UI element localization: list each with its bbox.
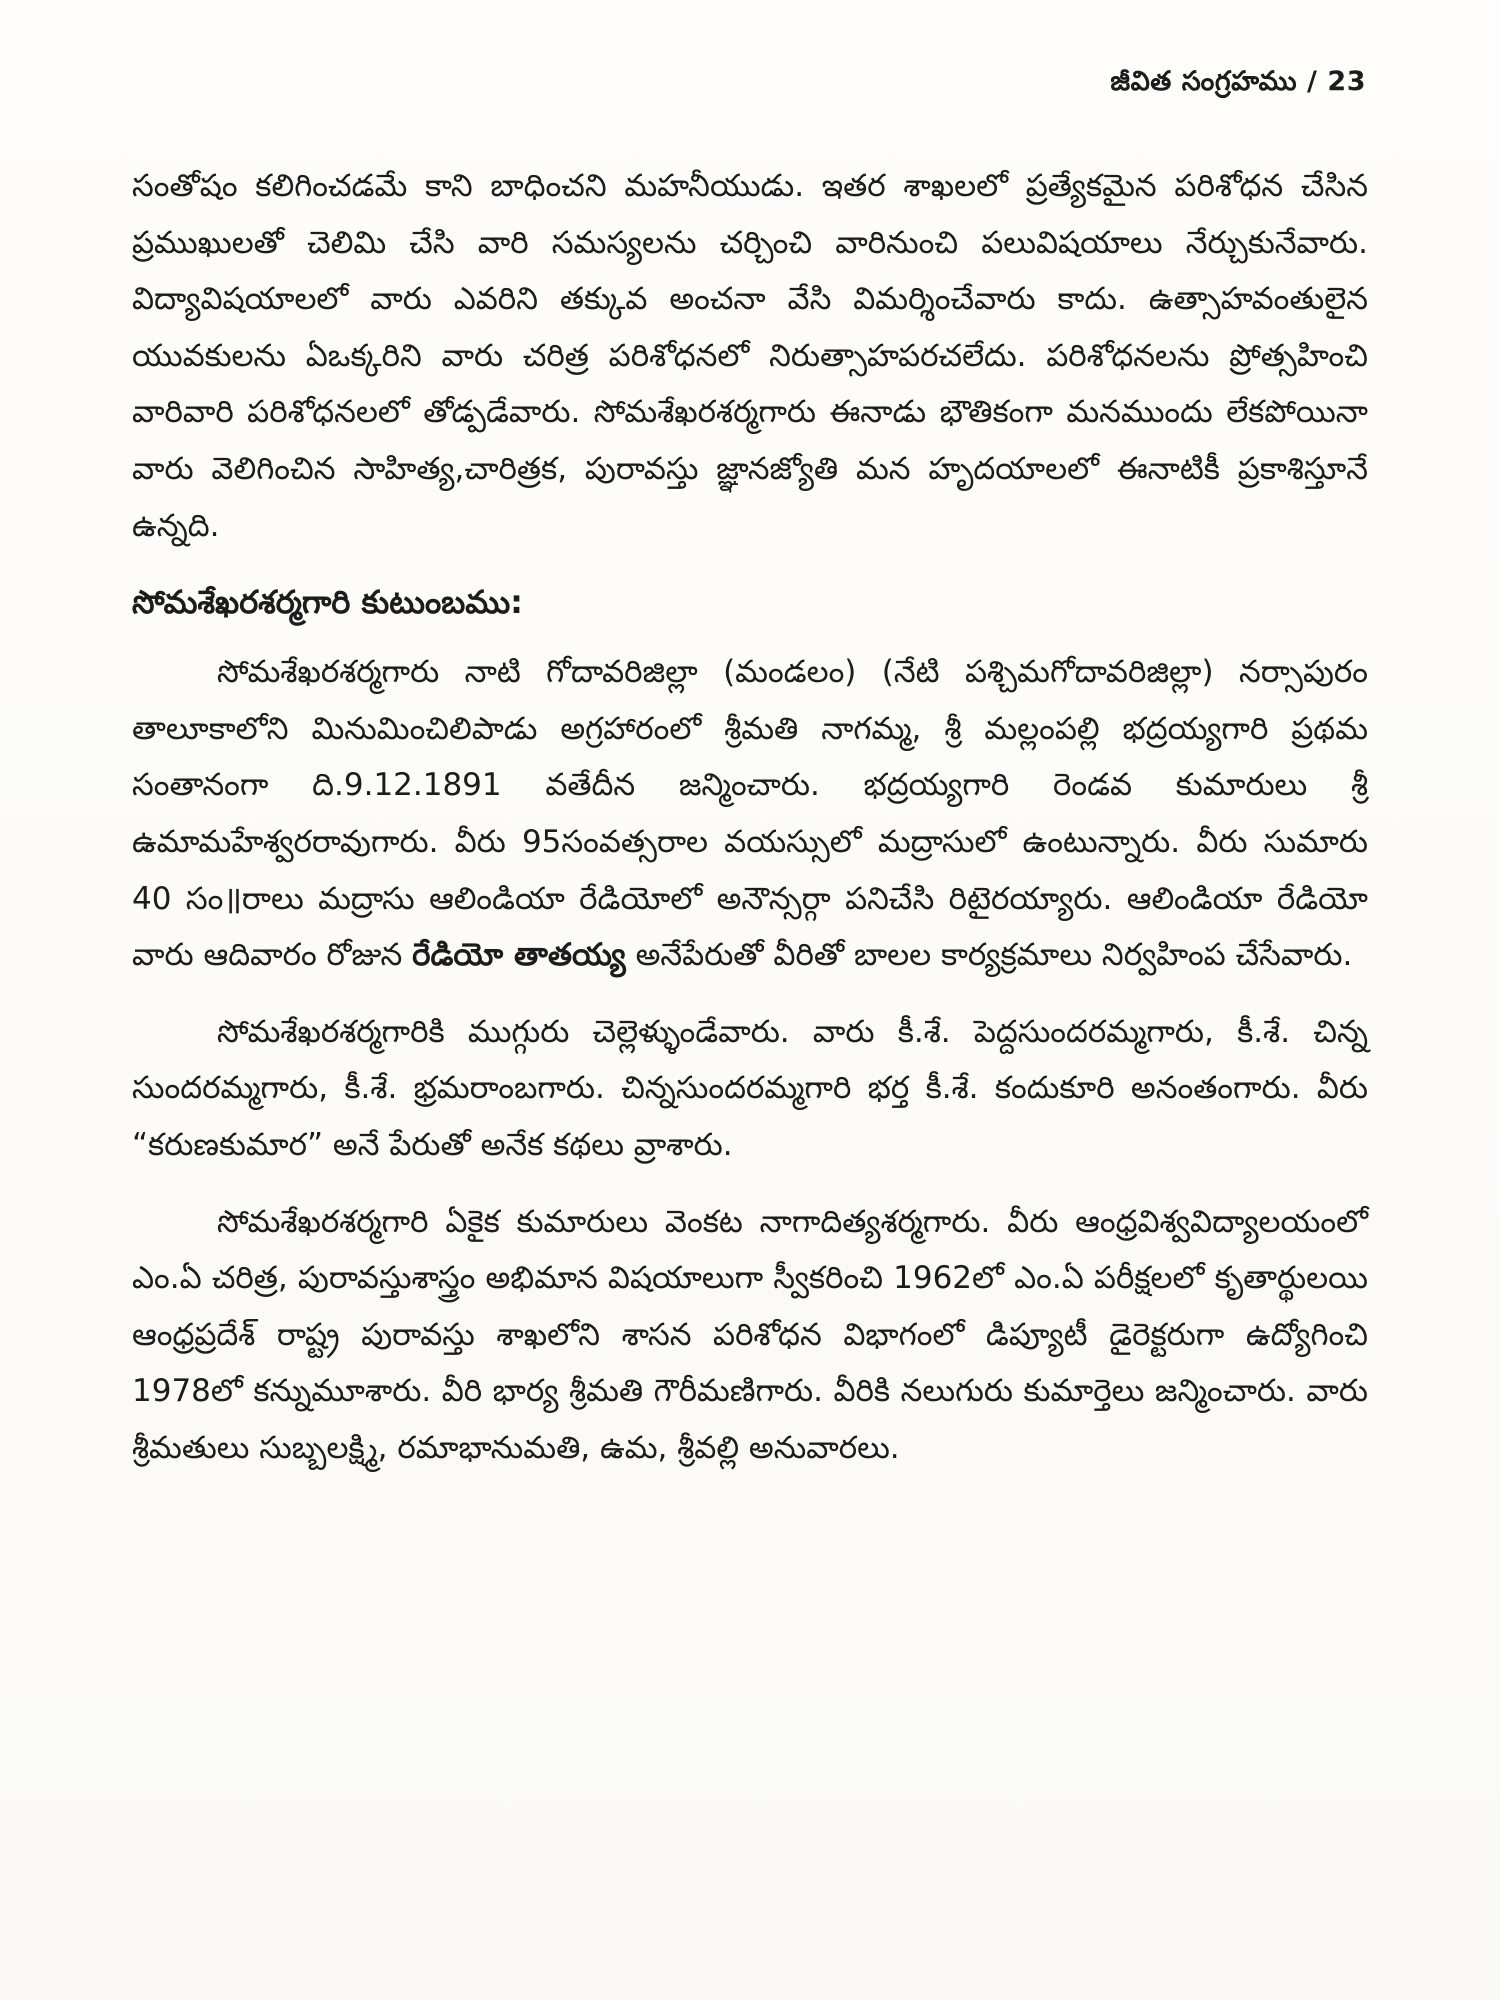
- page-number: 23: [1327, 66, 1366, 97]
- header-separator: /: [1307, 66, 1318, 97]
- paragraph-2-text-a: సోమశేఖరశర్మగారు నాటి గోదావరిజిల్లా (మండలం) (నేటి పశ్చిమగోదావరిజిల్లా) నర్సాపురం తాలూకాలోని మినుమించిలిపాడు అగ్రహారంలో శ్రీమతి నాగమ్మ, శ్రీ మల్లంపల్లి భద్రయ్యగారి ప్రథమ సంతానంగా ది.9.12.1891 వతేదీన జన్మించారు. భద్రయ్యగారి రెండవ కుమారులు శ్రీ ఉమామహేశ్వరరావుగారు. వీరు 95సంవత్సరాల వయస్సులో మద్రాసులో ఉంటున్నారు. వీరు సుమారు 40 సం॥రాలు మద్రాసు ఆలిండియా రేడియోలో అనౌన్సర్గా పనిచేసి రిటైరయ్యారు. ఆలిండియా రేడియో వారు ఆదివారం రోజున: [132, 654, 1368, 974]
- paragraph-4: సోమశేఖరశర్మగారి ఏకైక కుమారులు వెంకట నాగాదిత్యశర్మగారు. వీరు ఆంధ్రవిశ్వవిద్యాలయంలో ఎం.ఏ చరిత్ర, పురావస్తుశాస్త్రం అభిమాన విషయాలుగా స్వీకరించి 1962లో ఎం.ఏ పరీక్షలలో కృతార్థులయి ఆంధ్రప్రదేశ్ రాష్ట్ర పురావస్తు శాఖలోని శాసన పరిశోధన విభాగంలో డిప్యూటీ డైరెక్టరుగా ఉద్యోగించి 1978లో కన్నుమూశారు. వీరి భార్య శ్రీమతి గౌరీమణిగారు. వీరికి నలుగురు కుమార్తెలు జన్మించారు. వారు శ్రీమతులు సుబ్బలక్ష్మి, రమాభానుమతి, ఉమ, శ్రీవల్లి అనువారలు.: [132, 1203, 1368, 1466]
- body-text: [132, 158, 1368, 1476]
- paragraph-3: సోమశేఖరశర్మగారికి ముగ్గురు చెల్లెళ్ళుండేవారు. వారు కీ.శే. పెద్దసుందరమ్మగారు, కీ.శే. చిన్న సుందరమ్మగారు, కీ.శే. భ్రమరాంబగారు. చిన్నసుందరమ్మగారి భర్త కీ.శే. కందుకూరి అనంతంగారు. వీరు “కరుణకుమార” అనే పేరుతో అనేక కథలు వ్రాశారు.: [132, 1013, 1368, 1163]
- header-title: జీవిత సంగ్రహము: [1110, 66, 1298, 97]
- section-heading: సోమశేఖరశర్మగారి కుటుంబము:: [132, 583, 523, 622]
- paragraph-2: [132, 644, 1368, 984]
- paragraph-1: సంతోషం కలిగించడమే కాని బాధించని మహనీయుడు. ఇతర శాఖలలో ప్రత్యేకమైన పరిశోధన చేసిన ప్రముఖులతో చెలిమి చేసి వారి సమస్యలను చర్చించి వారినుంచి పలువిషయాలు నేర్చుకునేవారు. విద్యావిషయాలలో వారు ఎవరిని తక్కువ అంచనా వేసి విమర్శించేవారు కాదు. ఉత్సాహవంతులైన యువకులను ఏఒక్కరిని వారు చరిత్ర పరిశోధనలో నిరుత్సాహపరచలేదు. పరిశోధనలను ప్రోత్సహించి వారివారి పరిశోధనలలో తోడ్పడేవారు. సోమశేఖరశర్మగారు ఈనాడు భౌతికంగా మనముందు లేకపోయినా వారు వెలిగించిన సాహిత్య,చారిత్రక, పురావస్తు జ్ఞానజ్యోతి మన హృదయాలలో ఈనాటికీ ప్రకాశిస్తూనే ఉన్నది.: [132, 168, 1368, 544]
- running-header: [1110, 66, 1366, 104]
- radio-tatayya-bold: రేడియో తాతయ్య: [412, 937, 626, 974]
- paragraph-2-text-b: అనేపేరుతో వీరితో బాలల కార్యక్రమాలు నిర్వహింప చేసేవారు.: [625, 937, 1353, 974]
